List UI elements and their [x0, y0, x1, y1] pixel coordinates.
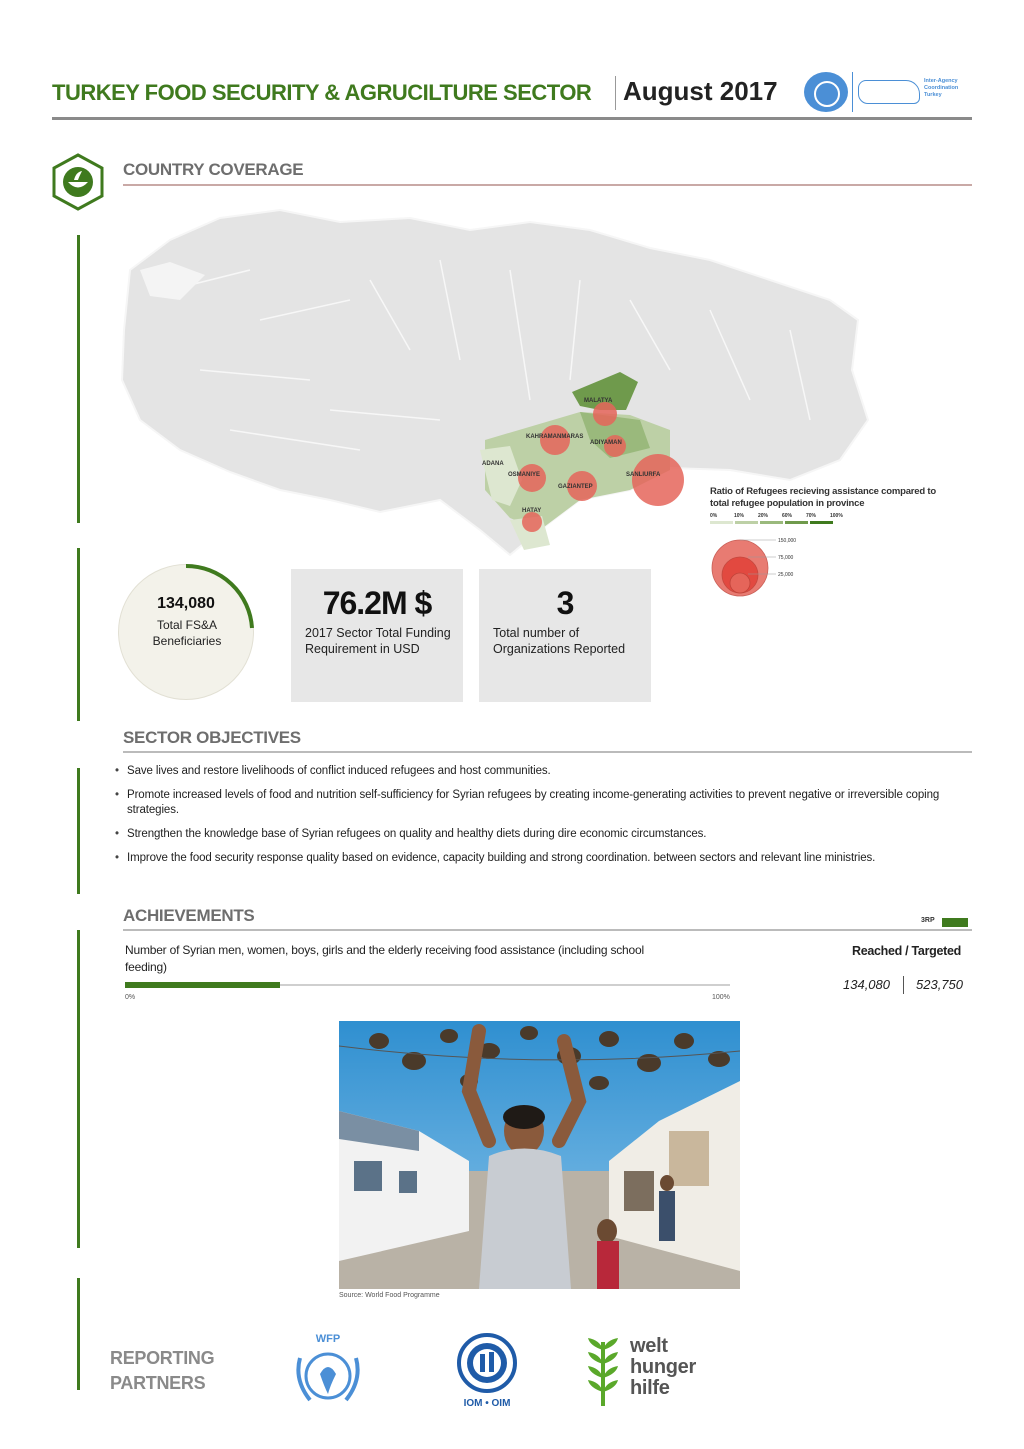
- section-heading-achievements: ACHIEVEMENTS: [123, 906, 255, 925]
- refugee-camp-photo: [339, 1021, 740, 1289]
- turkey-outline-icon: [858, 80, 920, 104]
- iom-logo-text: IOM • OIM: [463, 1398, 511, 1409]
- province-label-osmaniye: OSMANIYE: [508, 472, 541, 478]
- province-label-adana: ADANA: [482, 461, 504, 467]
- bubble-legend-value: 25,000: [778, 572, 794, 578]
- objective-item: • Improve the food security response quality based on evidence, capacity building and strong coordination. between sectors and relevant line ministries.: [115, 851, 965, 866]
- side-accent-bar: [77, 548, 80, 721]
- province-label-kahramanmaras: KAHRAMANMARAS: [526, 434, 584, 440]
- bubble-size-legend: [700, 530, 820, 600]
- legend-swatch: [760, 521, 783, 524]
- legend-scale-label: 20%: [758, 513, 769, 519]
- funding-value: 76.2M $: [322, 585, 432, 621]
- wfp-logo-icon: [290, 1330, 366, 1410]
- objective-item: • Save lives and restore livelihoods of conflict induced refugees and host communities.: [115, 764, 965, 779]
- legend-swatch: [810, 521, 833, 524]
- food-bowl-hex-icon: [52, 153, 104, 211]
- wfp-logo-text: WFP: [315, 1333, 341, 1345]
- province-bubble-malatya: [593, 402, 617, 426]
- indicator-label: Number of Syrian men, women, boys, girls and the elderly receiving food assistance (including school feeding): [125, 943, 644, 974]
- beneficiaries-label: Total FS&A Beneficiaries: [152, 618, 222, 648]
- whh-word: hunger: [630, 1356, 696, 1378]
- legend-swatch: [710, 521, 733, 524]
- side-accent-bar: [77, 930, 80, 1248]
- province-label-malatya: MALATYA: [584, 398, 613, 404]
- province-label-adiyaman: ADIYAMAN: [590, 440, 622, 446]
- targeted-value: 523,750: [916, 977, 963, 992]
- reached-targeted-heading: Reached / Targeted: [852, 944, 961, 958]
- province-bubble-kahramanmaras: [540, 425, 570, 455]
- side-accent-bar: [77, 235, 80, 523]
- welthungerhilfe-logo: [584, 1336, 714, 1408]
- indicator-progress-track: [125, 984, 730, 986]
- province-label-gaziantep: GAZIANTEP: [558, 484, 593, 490]
- funding-kpi: [291, 569, 463, 702]
- whh-word: hilfe: [630, 1377, 670, 1399]
- funding-label: 2017 Sector Total Funding Requirement in USD: [305, 626, 451, 656]
- reached-value: 134,080: [843, 977, 890, 992]
- header-divider: [615, 76, 616, 110]
- section-heading-coverage: COUNTRY COVERAGE: [123, 160, 304, 179]
- province-bubble-hatay: [522, 512, 542, 532]
- section-rule-coverage: [123, 184, 972, 186]
- progress-min-label: 0%: [125, 994, 136, 1001]
- rrp-tag: 3RP: [921, 917, 935, 924]
- organizations-value: 3: [556, 585, 574, 621]
- legend-scale-label: 0%: [710, 513, 718, 519]
- reached-targeted-divider: [903, 976, 904, 994]
- province-bubble-osmaniye: [518, 464, 546, 492]
- whh-word: welt: [630, 1335, 668, 1357]
- bubble-legend-value: 75,000: [778, 555, 794, 561]
- rrp-color-bar: [942, 918, 968, 927]
- objective-item: • Promote increased levels of food and nutrition self-sufficiency for Syrian refugees by creating income-generating activities to prevent negative or irreversible coping strategies.: [115, 788, 965, 818]
- report-date: August 2017: [623, 76, 778, 106]
- province-label-sanliurfa: SANLIURFA: [626, 472, 661, 478]
- map-legend-title: Ratio of Refugees recieving assistance compared to total refugee population in province: [710, 486, 936, 509]
- map-legend-color-bars: [710, 521, 833, 524]
- objectives-list: [115, 764, 965, 875]
- legend-scale-label: 100%: [830, 513, 843, 519]
- section-rule-objectives: [123, 751, 972, 753]
- province-bubble-sanliurfa: [632, 454, 684, 506]
- iom-logo-icon: [450, 1330, 524, 1410]
- page-title: TURKEY FOOD SECURITY & AGRUCILTURE SECTOR: [52, 80, 592, 105]
- reporting-partners-line: REPORTING: [110, 1348, 215, 1368]
- objective-item: • Strengthen the knowledge base of Syrian refugees on quality and healthy diets during dire economic circumstances.: [115, 827, 965, 842]
- reporting-partners-line: PARTNERS: [110, 1373, 206, 1393]
- beneficiaries-value: 134,080: [157, 595, 215, 612]
- legend-swatch: [785, 521, 808, 524]
- organizations-label: Total number of Organizations Reported: [493, 626, 626, 656]
- reporting-partners-heading: [110, 1346, 214, 1396]
- section-heading-objectives: SECTOR OBJECTIVES: [123, 728, 301, 747]
- iac-logo-text: Inter-Agency Coordination Turkey: [924, 78, 959, 98]
- wheat-icon: [584, 1336, 622, 1408]
- organizations-kpi: [479, 569, 651, 702]
- indicator-progress-fill: [125, 982, 280, 988]
- un-logo-icon: [804, 72, 848, 112]
- map-legend-scale: [710, 513, 854, 519]
- section-rule-achievements: [123, 929, 972, 931]
- legend-swatch: [735, 521, 758, 524]
- page-header: [52, 70, 972, 120]
- bubble-legend-value: 150,000: [778, 538, 797, 544]
- province-bubble-adiyaman: [604, 435, 626, 457]
- logo-divider: [852, 72, 853, 112]
- legend-scale-label: 10%: [734, 513, 745, 519]
- welthungerhilfe-wordmark: [630, 1336, 696, 1399]
- photo-caption: Source: World Food Programme: [339, 1292, 440, 1299]
- progress-max-label: 100%: [712, 994, 730, 1001]
- legend-scale-label: 60%: [782, 513, 793, 519]
- side-accent-bar: [77, 768, 80, 894]
- beneficiaries-progress-arc: [116, 562, 256, 702]
- province-label-hatay: HATAY: [522, 508, 542, 514]
- legend-scale-label: 70%: [806, 513, 817, 519]
- side-accent-bar: [77, 1278, 80, 1390]
